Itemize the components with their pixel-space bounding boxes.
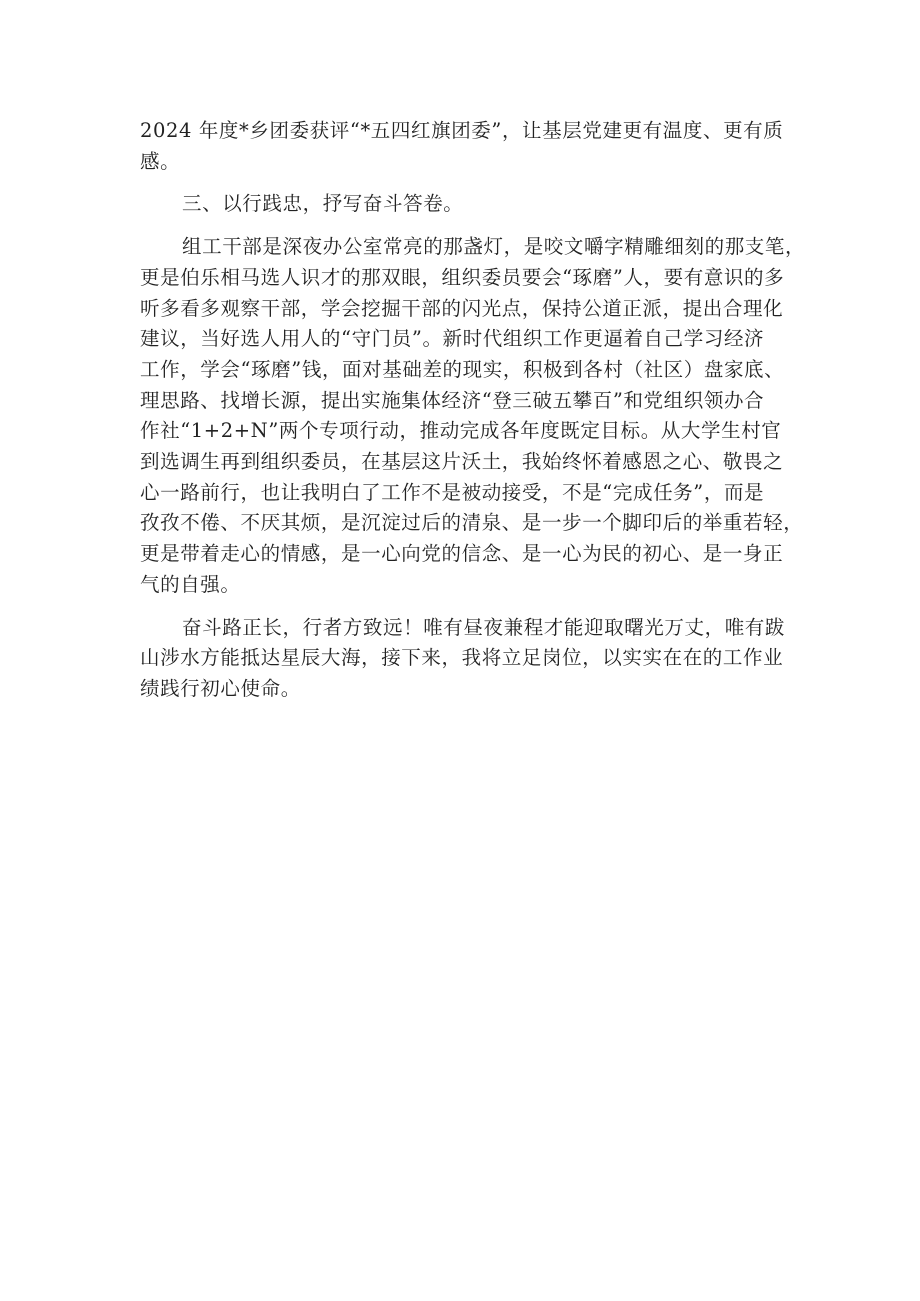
paragraph-gap (140, 177, 800, 189)
text-line: 理思路、找增长源，提出实施集体经济“登三破五攀百”和党组织领办合 (140, 388, 765, 412)
text-line: 孜孜不倦、不厌其烦，是沉淀过后的清泉、是一步一个脚印后的举重若轻， (140, 511, 804, 535)
text-line: 感。 (140, 149, 181, 173)
text-line: 山涉水方能抵达星辰大海，接下来，我将立足岗位，以实实在在的工作业 (140, 646, 784, 670)
text-line: 工作，学会“琢磨”钱，面对基础差的现实，积极到各村（社区）盘家底、 (140, 357, 785, 381)
text-line: 2024 年度*乡团委获评“*五四红旗团委”，让基层党建更有温度、更有质 (140, 119, 784, 142)
section-heading (140, 189, 800, 220)
text-line: 心一路前行，也让我明白了工作不是被动接受，不是“完成任务”，而是 (140, 480, 765, 504)
document-page (140, 116, 806, 705)
text-line: 组工干部是深夜办公室常亮的那盏灯，是咬文嚼字精雕细刻的那支笔， (182, 235, 806, 259)
text-line: 听多看多观察干部，学会挖掘干部的闪光点，保持公道正派，提出合理化 (140, 296, 784, 320)
body-paragraph-2 (140, 613, 800, 705)
section-heading-text: 三、以行践忠，抒写奋斗答卷。 (182, 192, 464, 216)
text-line: 气的自强。 (140, 572, 241, 596)
paragraph-gap (140, 220, 800, 232)
text-line: 奋斗路正长，行者方致远！唯有昼夜兼程才能迎取曙光万丈，唯有跋 (182, 615, 786, 639)
text-line: 到选调生再到组织委员，在基层这片沃土，我始终怀着感恩之心、敬畏之 (140, 450, 784, 474)
continuation-paragraph (140, 116, 800, 177)
text-line: 建议，当好选人用人的“守门员”。新时代组织工作更逼着自己学习经济 (140, 327, 765, 351)
text-line: 作社“1+2+N”两个专项行动，推动完成各年度既定目标。从大学生村官 (140, 419, 782, 443)
text-line: 绩践行初心使命。 (140, 676, 301, 700)
text-line: 更是带着走心的情感，是一心向党的信念、是一心为民的初心、是一身正 (140, 542, 784, 566)
body-paragraph-1 (140, 232, 806, 600)
text-line: 更是伯乐相马选人识才的那双眼，组织委员要会“琢磨”人，要有意识的多 (140, 265, 785, 289)
paragraph-gap (140, 601, 800, 613)
